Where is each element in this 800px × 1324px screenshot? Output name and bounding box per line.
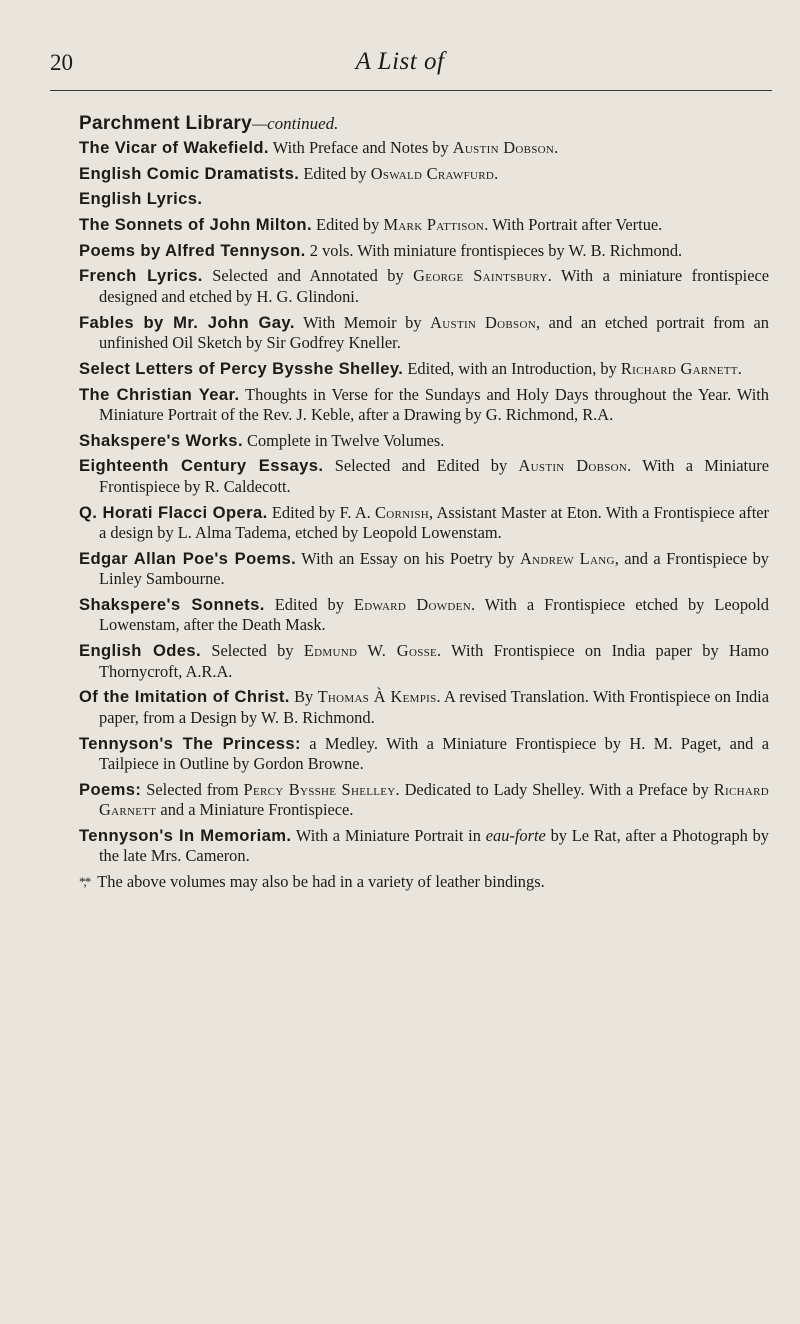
catalogue-entry: The Vicar of Wakefield. With Preface and Notes by Austin Dobson.	[79, 138, 559, 157]
catalogue-entry: Edgar Allan Poe's Poems. With an Essay on his Poetry by Andrew Lang, and a Frontispiece by Linley Sambourne.	[79, 548, 769, 589]
catalogue-entry: Tennyson's In Memoriam. With a Miniature Portrait in eau-forte by Le Rat, after a Photograph by the late Mrs. Cameron.	[79, 825, 770, 866]
catalogue-entry: Poems: Selected from Percy Bysshe Shelley. Dedicated to Lady Shelley. With a Preface by Richard Garnett and a Miniature Frontispiece.	[79, 779, 769, 820]
catalogue-entry: English Odes. Selected by Edmund W. Gosse. With Frontispiece on India paper by Hamo Thornycroft, A.R.A.	[79, 641, 770, 681]
catalogue-entry: Fables by Mr. John Gay. With Memoir by Austin Dobson, and an etched portrait from an unfinished Oil Sketch by Sir Godfrey Kneller.	[79, 312, 769, 353]
asterism-mark: *,*	[79, 874, 90, 890]
catalogue-entry: Shakspere's Sonnets. Edited by Edward Dowden. With a Frontispiece etched by Leopold Lowenstam, after the Death Mask.	[79, 594, 769, 635]
catalogue-list	[79, 138, 769, 893]
running-title: A List of	[355, 48, 445, 75]
catalogue-entry: Select Letters of Percy Bysshe Shelley. Edited, with an Introduction, by Richard Garnett.	[79, 358, 742, 378]
section-label: Parchment Library	[79, 113, 252, 134]
catalogue-entry: Of the Imitation of Christ. By Thomas À Kempis. A revised Translation. With Frontispiece on India paper, from a Design by W. B. Richmond.	[79, 687, 769, 727]
catalogue-entry: The Sonnets of John Milton. Edited by Mark Pattison. With Portrait after Vertue.	[79, 215, 663, 235]
section-heading	[79, 113, 338, 135]
section-continued: —continued.	[252, 114, 339, 133]
catalogue-entry: Shakspere's Works. Complete in Twelve Volumes.	[79, 430, 445, 450]
catalogue-entry: English Lyrics.	[79, 189, 203, 209]
page-header	[0, 0, 800, 80]
catalogue-entry: French Lyrics. Selected and Annotated by George Saintsbury. With a miniature frontispiece designed and etched by H. G. Glindoni.	[79, 266, 770, 306]
catalogue-entry: Q. Horati Flacci Opera. Edited by F. A. Cornish, Assistant Master at Eton. With a Frontispiece after a design by L. Alma Tadema, etched by Leopold Lowenstam.	[79, 502, 769, 543]
catalogue-entry: English Comic Dramatists. Edited by Oswald Crawfurd.	[79, 163, 499, 183]
header-rule	[50, 90, 772, 91]
catalogue-entry: The Christian Year. Thoughts in Verse for the Sundays and Holy Days throughout the Year. With Miniature Portrait of the Rev. J. Keble, after a Drawing by G. Richmond, R.A.	[79, 384, 770, 424]
bindings-note: *,* The above volumes may also be had in a variety of leather bindings.	[79, 872, 545, 892]
catalogue-entry: Tennyson's The Princess: a Medley. With a Miniature Frontispiece by H. M. Paget, and a Tailpiece in Outline by Gordon Browne.	[79, 733, 769, 773]
catalogue-entry: Poems by Alfred Tennyson. 2 vols. With miniature frontispieces by W. B. Richmond.	[79, 240, 683, 260]
catalogue-entry: Eighteenth Century Essays. Selected and Edited by Austin Dobson. With a Miniature Frontispiece by R. Caldecott.	[79, 456, 770, 496]
page-number: 20	[50, 50, 73, 75]
